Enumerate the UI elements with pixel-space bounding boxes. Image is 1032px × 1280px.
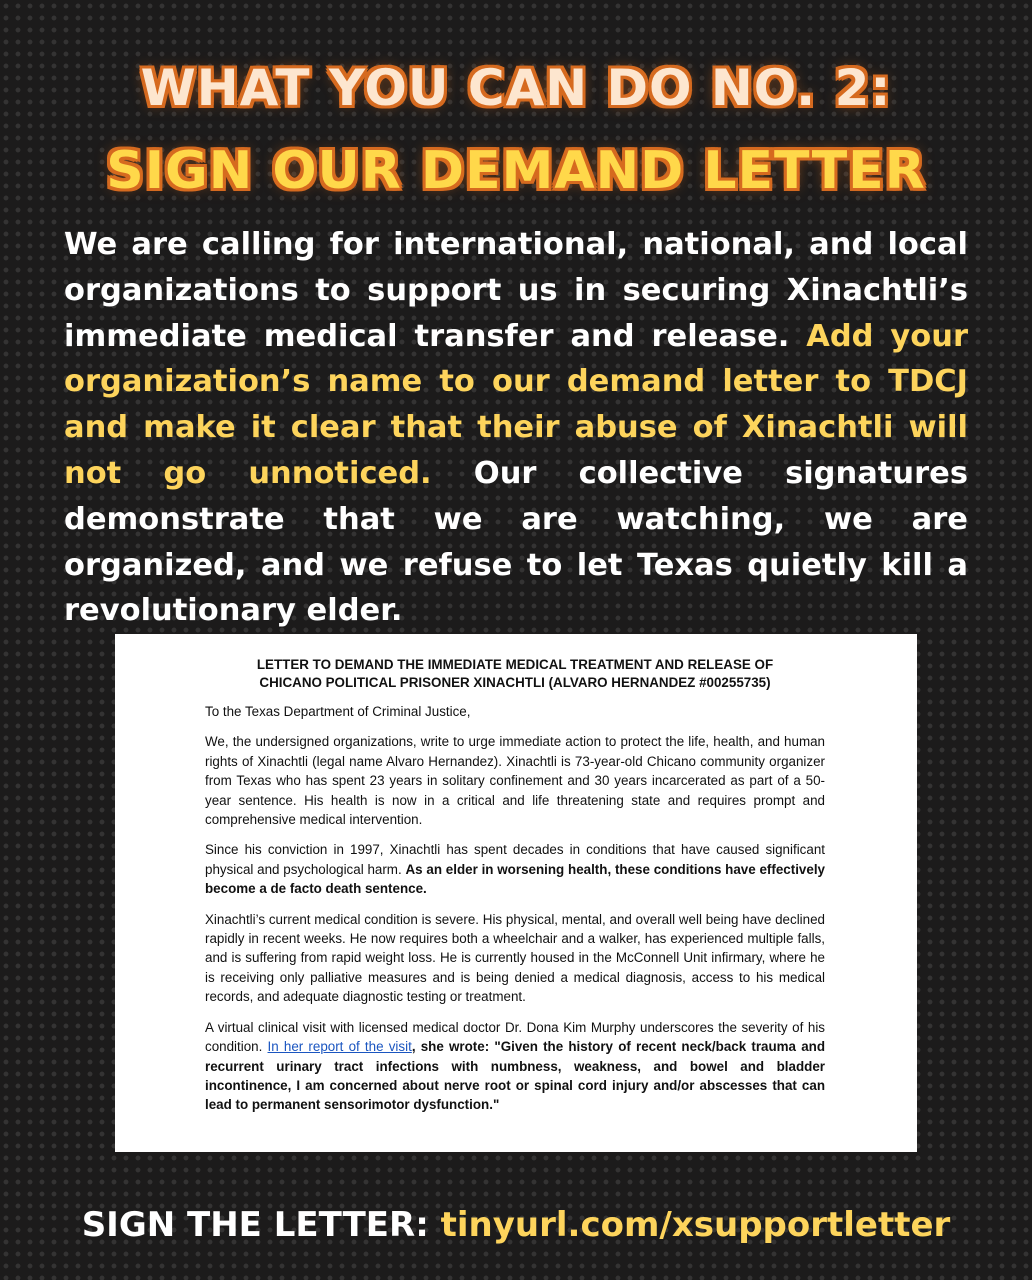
letter-title-line-1: LETTER TO DEMAND THE IMMEDIATE MEDICAL TREATMENT AND RELEASE OF <box>256 657 774 672</box>
letter-paragraph-2 <box>205 840 825 898</box>
letter-paragraph-3: Xinachtli’s current medical condition is severe. His physical, mental, and overall well being have declined rapidly in recent weeks. He now requires both a wheelchair and a walker, has experienced multiple falls, and is suffering from rapid weight loss. He is currently housed in the McConnell Unit infirmary, where he is receiving only palliative measures and is being denied a medical diagnosis, access to his medical records, and adequate diagnostic testing or treatment. <box>205 911 825 1005</box>
headline-line-1: WHAT YOU CAN DO NO. 2: <box>140 59 892 117</box>
letter-paragraph-1: We, the undersigned organizations, write to urge immediate action to protect the life, health, and human rights of Xinachtli (legal name Alvaro Hernandez). Xinachtli is 73-year-old Chicano community organizer from Texas who has spent 23 years in solitary confinement and 30 years incarcerated as part of a 50-year sentence. His health is now in a critical and life threatening state and requires prompt and comprehensive medical intervention. <box>205 734 825 828</box>
intro-highlight-text: Add your organization’s name to our demand letter to TDCJ and make it clear that their abuse of Xinachtli will not go unnoticed. <box>64 318 969 491</box>
demand-letter-preview <box>115 634 917 1152</box>
intro-paragraph <box>64 222 968 634</box>
report-visit-link[interactable]: In her report of the visit <box>267 1039 412 1055</box>
cta-label: SIGN THE LETTER: <box>81 1205 441 1245</box>
letter-paragraph-4-text: A virtual clinical visit with licensed medical doctor Dr. Dona Kim Murphy underscores the severity of his condition. <box>205 1019 825 1055</box>
cta-url-link[interactable]: tinyurl.com/xsupportletter <box>440 1205 951 1245</box>
sign-letter-cta <box>0 1198 1032 1252</box>
letter-paragraph-2-bold: As an elder in worsening health, these conditions have effectively become a de facto death sentence. <box>205 861 825 897</box>
letter-quote-bold: , she wrote: "Given the history of recent neck/back trauma and recurrent urinary tract infections with numbness, weakness, and bowel and bladder incontinence, I am concerned about nerve root or spinal cord injury and/or abscesses that can lead to permanent sensorimotor dysfunction." <box>205 1039 825 1113</box>
intro-text-start: We are calling for international, national, and local organizations to support us in securing Xinachtli’s immediate medical transfer and release. <box>64 227 968 354</box>
letter-paragraph-2-text: Since his conviction in 1997, Xinachtli has spent decades in conditions that have caused significant physical and psychological harm. <box>205 842 825 877</box>
letter-title-line-2: CHICANO POLITICAL PRISONER XINACHTLI (ALVARO HERNANDEZ #00255735) <box>259 675 771 690</box>
headline-line-2: SIGN OUR DEMAND LETTER <box>106 141 926 201</box>
intro-text-end: Our collective signatures demonstrate that we are watching, we are organized, and we refuse to let Texas quietly kill a revolutionary elder. <box>64 455 968 629</box>
letter-paragraph-4 <box>205 1018 825 1115</box>
letter-title <box>205 656 825 692</box>
letter-salutation: To the Texas Department of Criminal Justice, <box>205 704 471 719</box>
